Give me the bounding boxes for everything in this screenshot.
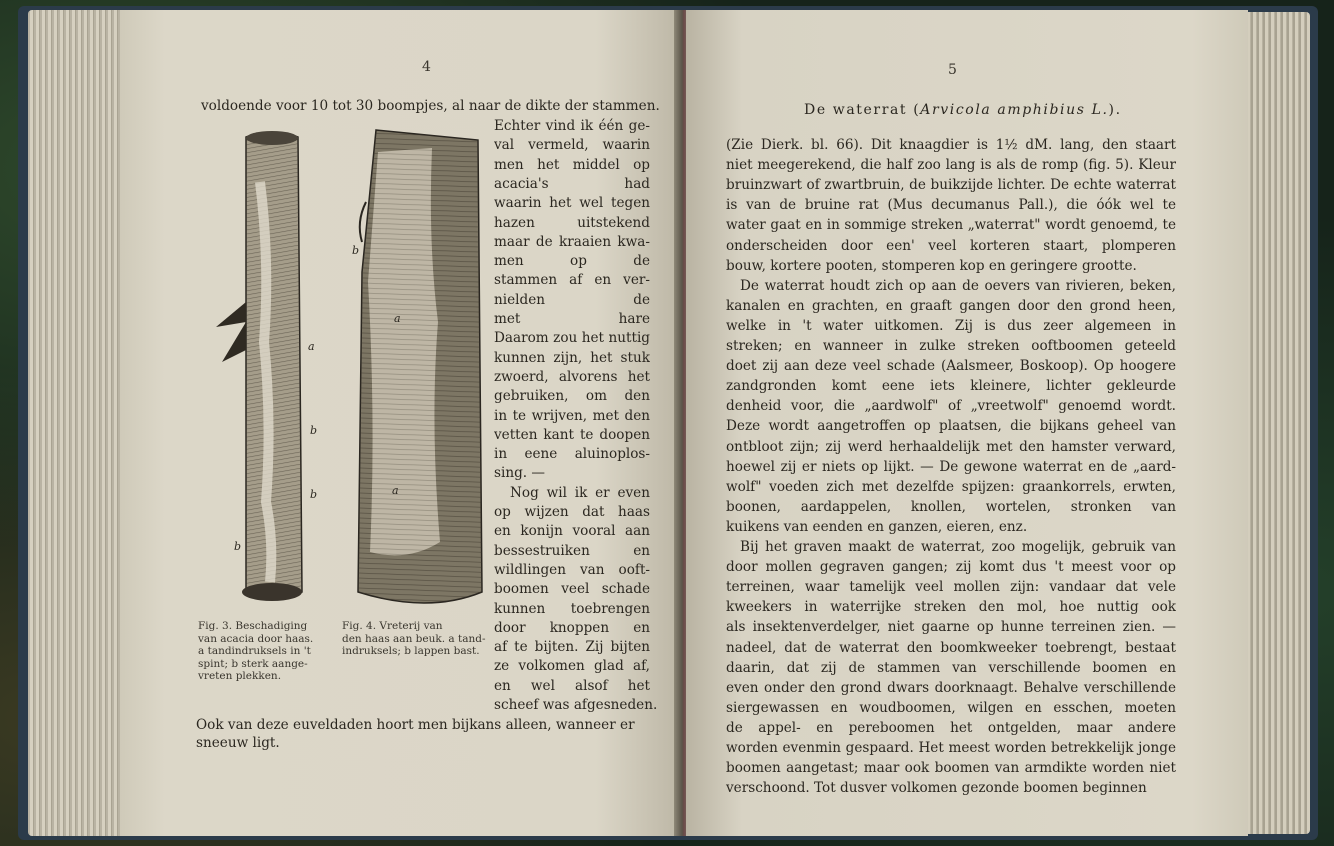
first-line: voldoende voor 10 tot 30 boompjes, al naar de dikte der stammen.	[201, 98, 660, 114]
body-line: boomen veel schade	[494, 581, 650, 598]
body-line: acacia's had	[494, 175, 650, 192]
body-line: Daarom zou het nuttig	[494, 330, 650, 347]
body-line: kweekers in waterrijke streken den mol, hoe nuttig ook	[726, 599, 1176, 616]
fig4-label-a1: a	[394, 312, 401, 325]
fig4-label-b: b	[352, 244, 360, 257]
body-line: op wijzen dat haas	[494, 504, 650, 520]
right-page	[686, 10, 1248, 836]
page-number: 5	[948, 62, 957, 78]
fig3-label-b3: b	[234, 540, 242, 553]
body-line: boonen, aardappelen, knollen, wortelen, stronken van	[726, 498, 1176, 515]
body-line: met hare	[494, 311, 650, 327]
body-line: Bij het graven maakt de waterrat, zoo mogelijk, gebruik van	[740, 539, 1176, 555]
bottom-line: sneeuw ligt.	[196, 735, 280, 751]
body-line: wildlingen van ooft-	[494, 561, 650, 578]
fig4-caption-line: Fig. 4. Vreterij van	[342, 620, 443, 632]
body-line: kunnen toebrengen	[494, 600, 650, 617]
body-line: is van de bruine rat (Mus decumanus Pall.), die óók wel te	[726, 197, 1176, 214]
page-number: 4	[422, 59, 431, 75]
body-line: vetten kant te doopen	[494, 426, 650, 443]
body-line: kanalen en grachten, en graaft gangen door den grond heen,	[726, 297, 1176, 314]
body-line: door mollen gegraven gangen; zij komt dus 't meest voor op	[726, 559, 1176, 576]
fig4-caption	[342, 620, 486, 658]
fig3-label-b2: b	[310, 488, 318, 501]
body-line: val vermeld, waarin	[494, 137, 650, 154]
body-line: als insektenverdelger, niet gaarne op hunne terreinen zien. —	[726, 619, 1176, 636]
body-line: denheid voor, die „aardwolf" of „vreetwolf" genoemd wordt.	[726, 398, 1176, 415]
heading-close: ).	[1108, 102, 1122, 118]
body-line: nadeel, dat de waterrat den boomkweeker toebrengt, bestaat	[726, 639, 1176, 656]
fig3-label-b1: b	[310, 424, 318, 437]
fig4-illustration	[348, 122, 498, 622]
body-line: water gaat en in sommige streken „waterrat" wordt genoemd, te	[726, 217, 1176, 234]
body-line: men het middel op	[494, 156, 650, 173]
body-line: welke in 't water uitkomen. Zij is dus zeer algemeen in	[726, 317, 1176, 334]
body-line: hoewel zij er niets op lijkt. — De gewone waterrat en de „aard-	[726, 458, 1176, 475]
body-line: De waterrat houdt zich op aan de oevers van rivieren, beken,	[740, 277, 1176, 294]
fig3-caption-line: spint; b sterk aange-	[198, 657, 308, 670]
body-line: gebruiken, om den	[494, 388, 650, 405]
body-line: even onder den grond dwars doorknaagt. Behalve verschillende	[726, 679, 1176, 696]
body-line: streken; en wanneer in zulke streken ooftboomen geteeld	[726, 338, 1176, 354]
page-edges-right	[1245, 12, 1310, 834]
section-heading	[804, 102, 1122, 118]
body-line: ze volkomen glad af,	[494, 658, 650, 675]
body-line: Echter vind ik één ge-	[494, 118, 650, 134]
body-line: in te wrijven, met den	[494, 407, 650, 424]
body-line: men op de	[494, 253, 650, 270]
body-line: nielden de	[494, 291, 650, 308]
body-line: boomen aangetast; maar ook boomen van armdikte worden niet	[726, 760, 1176, 777]
body-line: en wel alsof het	[494, 677, 650, 694]
body-line: zwoerd, alvorens het	[494, 368, 650, 385]
body-line: en konijn vooral aan	[494, 523, 650, 540]
heading-plain: De waterrat (	[804, 102, 921, 118]
body-line: Nog wil ik er even	[510, 484, 650, 501]
body-line: bouw, kortere pooten, stomperen kop en geringere grootte.	[726, 257, 1137, 274]
fig3-caption-line: a tandindruksels in 't	[198, 645, 311, 657]
body-line: af te bijten. Zij bijten	[494, 639, 650, 656]
fig4-label-a2: a	[392, 484, 399, 497]
body-line: siergewassen en woudboomen, wilgen en esschen, moeten	[726, 699, 1176, 716]
body-line: bruinzwart of zwartbruin, de buikzijde lichter. De echte waterrat	[726, 177, 1176, 194]
body-line: kunnen zijn, het stuk	[494, 349, 650, 366]
body-line: onderscheiden door een' veel korteren staart, plomperen	[726, 237, 1176, 254]
fig4-caption-line: den haas aan beuk. a tand-	[342, 632, 486, 645]
left-page	[120, 10, 680, 836]
body-line: daarin, dat zij de stammen van verschillende boomen en	[726, 659, 1176, 676]
body-line: Deze wordt aangetroffen op plaatsen, die bijkans geheel van	[726, 418, 1176, 435]
body-line: stammen af en ver-	[494, 272, 650, 289]
body-line: waarin het wel tegen	[494, 195, 650, 212]
fig3-caption-line: van acacia door haas.	[198, 632, 314, 645]
fig3-illustration	[212, 122, 342, 612]
fig3-caption-line: Fig. 3. Beschadiging	[198, 620, 308, 632]
body-line: scheef was afgesneden.	[494, 697, 658, 713]
body-line: de appel- en pereboomen het ontgelden, maar andere	[726, 719, 1176, 736]
body-line: wolf" voeden zich met dezelfde spijzen: graankorrels, erwten,	[726, 478, 1176, 495]
bottom-line: Ook van deze euveldaden hoort men bijkans alleen, wanneer er	[196, 717, 635, 733]
body-line: bessestruiken en	[494, 542, 650, 559]
fig3-caption-line: vreten plekken.	[198, 670, 282, 682]
body-line: niet meegerekend, die half zoo lang is als de romp (fig. 5). Kleur	[726, 157, 1176, 174]
body-line: verschoond. Tot dusver volkomen gezonde boomen beginnen	[726, 780, 1147, 797]
body-line: doet zij aan deze veel schade (Aalsmeer, Boskoop). Op hoogere	[726, 358, 1176, 375]
body-line: zandgronden komt eene iets kleinere, lichter gekleurde	[726, 378, 1176, 395]
body-line: terreinen, waar tamelijk veel mollen zijn: vandaar dat vele	[726, 579, 1176, 596]
heading-italic: Arvicola amphibius L.	[920, 102, 1109, 118]
body-line: maar de kraaien kwa-	[494, 233, 650, 250]
body-line: (Zie Dierk. bl. 66). Dit knaagdier is 1½ dM. lang, den staart	[726, 137, 1176, 153]
page-edges-left	[28, 10, 133, 836]
fig3-caption	[198, 620, 313, 683]
body-line: hazen uitstekend	[494, 214, 650, 231]
body-line: sing. —	[494, 465, 546, 482]
body-line: worden evenmin gespaard. Het meest worden betrekkelijk jonge	[726, 740, 1176, 756]
body-line: in eene aluinoplos-	[494, 446, 650, 463]
fig3-label-a: a	[308, 340, 315, 353]
fig4-caption-line: indruksels; b lappen bast.	[342, 645, 480, 657]
body-line: door knoppen en	[494, 619, 650, 636]
body-line: ontbloot zijn; zij werd herhaaldelijk met den hamster verward,	[726, 438, 1176, 455]
body-line: kuikens van eenden en ganzen, eieren, enz.	[726, 518, 1028, 535]
